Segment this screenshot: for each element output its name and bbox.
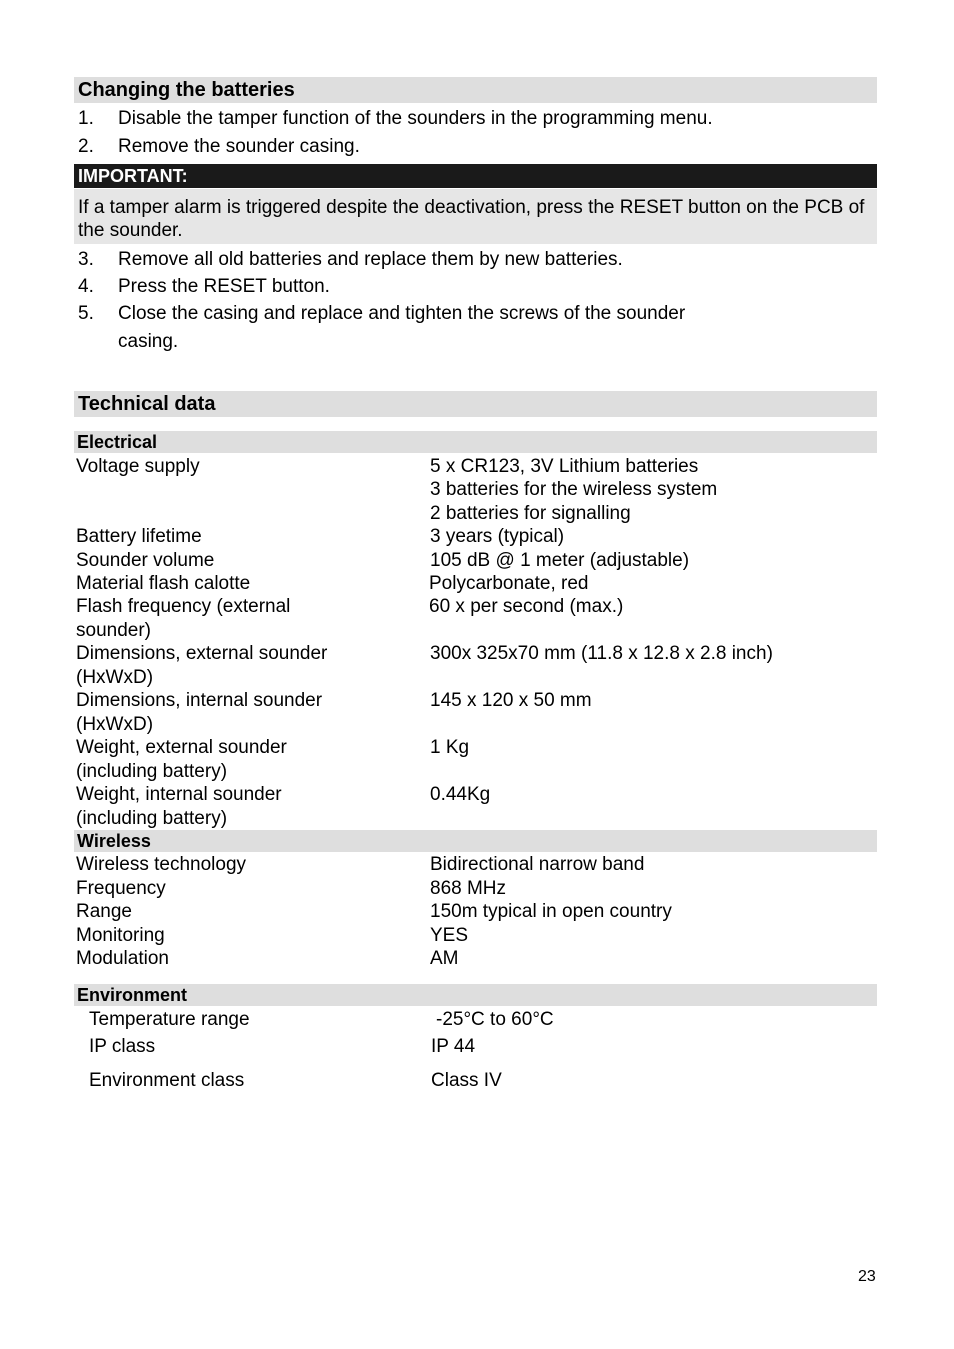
spec-value-line2: 3 batteries for the wireless system [430, 479, 718, 500]
spec-label: Weight, internal sounder [76, 784, 282, 805]
spec-value: 5 x CR123, 3V Lithium batteries [430, 456, 699, 477]
spec-value-line3: 2 batteries for signalling [430, 503, 631, 524]
spec-label: Modulation [76, 948, 169, 969]
section-heading-batteries: Changing the batteries [74, 77, 877, 103]
spec-label-line2: sounder) [76, 620, 151, 641]
spec-value: 60 x per second (max.) [429, 596, 624, 617]
spec-label: Environment class [89, 1070, 245, 1091]
spec-label: Flash frequency (external [76, 596, 291, 617]
spec-value: Class IV [431, 1070, 502, 1091]
subheading-electrical: Electrical [74, 431, 877, 453]
spec-label: Temperature range [89, 1009, 250, 1030]
step-number: 1. [78, 108, 94, 129]
spec-value: YES [430, 925, 469, 946]
spec-label-line2: (HxWxD) [76, 667, 154, 688]
step-text: Press the RESET button. [118, 276, 330, 297]
step-text: Close the casing and replace and tighten the screws of the sounder [118, 303, 686, 324]
spec-label: Battery lifetime [76, 526, 202, 547]
spec-value: Bidirectional narrow band [430, 854, 645, 875]
step-number: 3. [78, 249, 94, 270]
spec-value: 150m typical in open country [430, 901, 672, 922]
spec-label: Frequency [76, 878, 166, 899]
spec-label-line2: (including battery) [76, 808, 228, 829]
spec-label: Monitoring [76, 925, 165, 946]
spec-value: 1 Kg [430, 737, 470, 758]
spec-label: Sounder volume [76, 550, 215, 571]
spec-value: 145 x 120 x 50 mm [430, 690, 592, 711]
spec-label: Voltage supply [76, 456, 200, 477]
page-number: 23 [858, 1268, 876, 1285]
spec-value: IP 44 [431, 1036, 476, 1057]
spec-label: Dimensions, internal sounder [76, 690, 323, 711]
step-number: 5. [78, 303, 94, 324]
spec-value: 3 years (typical) [430, 526, 565, 547]
step-text: Remove the sounder casing. [118, 136, 360, 157]
important-note: If a tamper alarm is triggered despite the deactivation, press the RESET button on the PCB of the sounder. [74, 189, 877, 244]
spec-label-line2: (HxWxD) [76, 714, 154, 735]
subheading-environment: Environment [74, 984, 877, 1006]
step-text: Remove all old batteries and replace them by new batteries. [118, 249, 623, 270]
spec-label: Wireless technology [76, 854, 247, 875]
step-text-continued: casing. [118, 331, 179, 352]
step-number: 2. [78, 136, 94, 157]
spec-label: Range [76, 901, 132, 922]
step-text: Disable the tamper function of the sounders in the programming menu. [118, 108, 713, 129]
spec-value: 300x 325x70 mm (11.8 x 12.8 x 2.8 inch) [430, 643, 773, 664]
spec-label-line2: (including battery) [76, 761, 228, 782]
spec-label: Material flash calotte [76, 573, 251, 594]
spec-label: Dimensions, external sounder [76, 643, 328, 664]
subheading-wireless: Wireless [74, 830, 877, 852]
spec-value: AM [430, 948, 459, 969]
spec-value: -25°C to 60°C [436, 1009, 554, 1030]
section-heading-technical: Technical data [74, 391, 877, 417]
step-number: 4. [78, 276, 94, 297]
important-heading: IMPORTANT: [74, 164, 877, 188]
spec-label: IP class [89, 1036, 156, 1057]
spec-value: 868 MHz [430, 878, 507, 899]
spec-label: Weight, external sounder [76, 737, 287, 758]
spec-value: 0.44Kg [430, 784, 491, 805]
spec-value: 105 dB @ 1 meter (adjustable) [430, 550, 690, 571]
spec-value: Polycarbonate, red [429, 573, 589, 594]
